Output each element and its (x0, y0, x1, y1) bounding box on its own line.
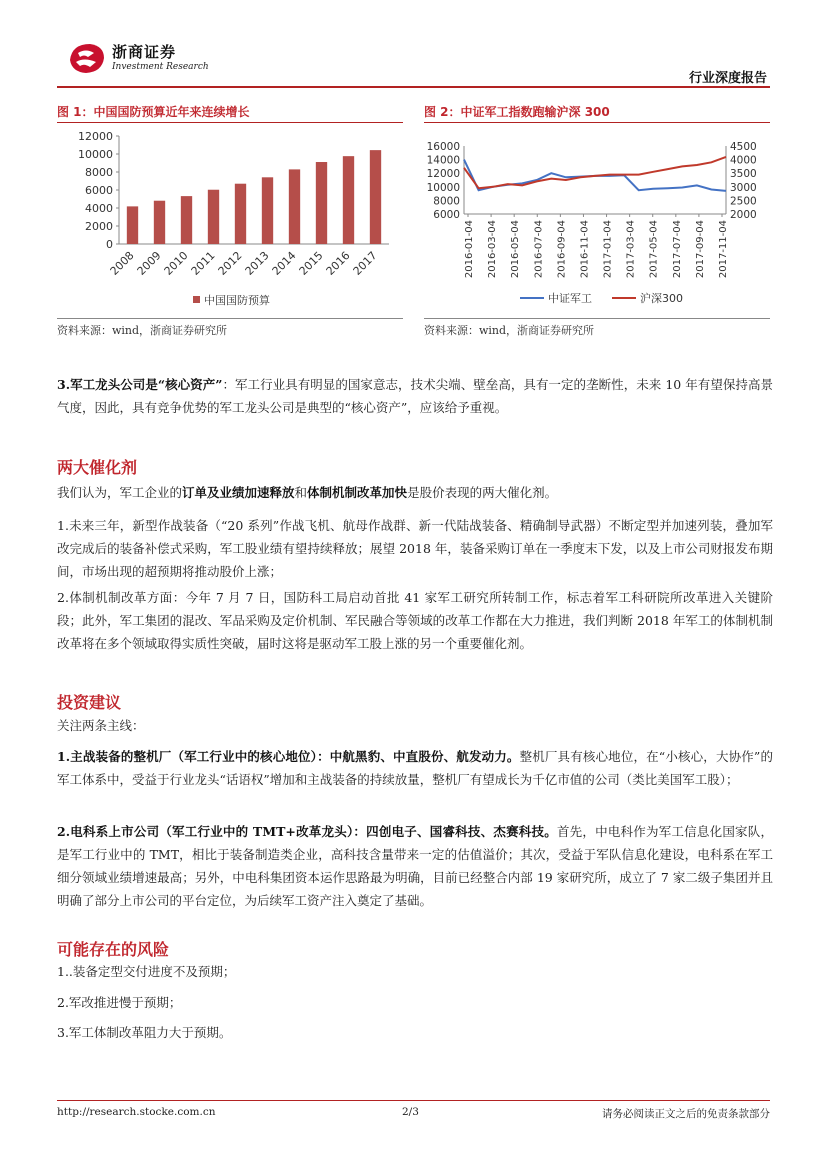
left-tick-label: 16000 (426, 141, 460, 153)
left-tick-label: 6000 (433, 209, 460, 221)
core-asset-text: ：军工行业具有明显的国家意志，技术尖端、壁垒高，具有一定的垄断性，未来 10 年有望保持高景气度，因此，具有竞争优势的军工龙头公司是典型的“核心资产”，应该给予重视。 (57, 377, 773, 415)
index-comparison-line-chart (424, 126, 770, 316)
risk-heading: 可能存在的风险 (57, 940, 170, 959)
right-tick-label: 3500 (730, 168, 757, 181)
catalyst-point-1: 1.未来三年，新型作战装备（“20 系列”作战飞机、航母作战群、新一代陆战装备、精确制导武器）不断定型并加速列装，叠加军改完成后的装备补偿式采购，军工股业绩有望持续释放；展望 2018 年，装备采购订单在一季度末下发，以及上市公司财报发布期间，市场出现的超预期将推动股价上涨； (57, 518, 773, 579)
x-tick-label: 2017 (350, 248, 380, 278)
figure-2-rule (424, 122, 770, 123)
right-tick-label: 3000 (730, 181, 757, 194)
right-tick-label: 2000 (730, 209, 757, 221)
legend-swatch (193, 296, 200, 303)
risk-item-1: 1..装备定型交付进度不及预期； (57, 964, 236, 979)
company-logo-icon (66, 40, 108, 76)
y-tick-label: 12000 (78, 130, 113, 143)
bar-2013 (262, 177, 273, 244)
x-tick-label: 2016-01-04 (464, 220, 475, 279)
catalyst-point-2: 2.体制机制改革方面：今年 7 月 7 日，国防科工局启动首批 41 家军工研究所转制工作，标志着军工科研院所改革进入关键阶段；此外，军工集团的混改、军品采购及定价机制、军民融合等领域的改革工作都在大力推进，我们判断 2018 年军工的体制机制改革将在多个领域取得实质性突破，届时这将是驱动军工股上涨的另一个重要催化剂。 (57, 590, 773, 651)
logo-name-en: Investment Research (112, 62, 209, 72)
x-tick-label: 2013 (242, 248, 272, 278)
x-tick-label: 2011 (188, 248, 218, 278)
footer-page-number: 2/3 (402, 1106, 419, 1118)
figure-1-title: 图 1：中国国防预算近年来连续增长 (57, 105, 250, 119)
x-tick-label: 2017-01-04 (602, 220, 614, 279)
x-tick-label: 2008 (107, 248, 137, 278)
bar-2011 (208, 190, 219, 244)
logo-name-cn: 浙商证券 (112, 43, 177, 61)
figure-2-title: 图 2：中证军工指数跑输沪深 300 (424, 105, 610, 119)
figure-2-source: 资料来源：wind，浙商证券研究所 (424, 324, 595, 337)
legend-label: 中国国防预算 (204, 294, 270, 307)
x-tick-label: 2016-09-04 (556, 220, 568, 279)
right-tick-label: 4500 (730, 141, 757, 153)
x-tick-label: 2016-03-04 (487, 220, 499, 279)
legend-label: 沪深300 (640, 292, 683, 305)
invest-point-2-lead: 2.电科系上市公司（军工行业中的 TMT+改革龙头）：四创电子、国睿科技、杰赛科技。 (57, 824, 557, 839)
report-type: 行业深度报告 (688, 71, 767, 86)
invest-point-1-text: 整机厂具有核心地位，在“小核心，大协作”的军工体系中，受益于行业龙头“话语权”增加和主战装备的持续放量，整机厂有望成长为千亿市值的公司（类比美国军工股）； (57, 749, 773, 787)
invest-point-2 (57, 820, 773, 912)
core-asset-lead: 3.军工龙头公司是“核心资产” (57, 377, 223, 392)
x-tick-label: 2016-11-04 (579, 220, 591, 279)
x-tick-label: 2012 (215, 248, 245, 278)
risk-item-3: 3.军工体制改革阻力大于预期。 (57, 1025, 232, 1040)
y-tick-label: 10000 (78, 148, 113, 161)
bar-2016 (343, 156, 354, 244)
right-tick-label: 4000 (730, 154, 757, 167)
catalyst-intro-b: 订单及业绩加速释放 (182, 485, 295, 500)
x-tick-label: 2014 (269, 248, 299, 278)
x-tick-label: 2017-03-04 (625, 219, 637, 279)
catalyst-intro-d: 体制机制改革加快 (307, 485, 408, 500)
defense-budget-bar-chart (57, 126, 403, 316)
risk-item-2: 2.军改推进慢于预期； (57, 995, 182, 1010)
x-tick-label: 2015 (296, 248, 326, 278)
header-divider (57, 86, 770, 88)
y-tick-label: 2000 (85, 220, 113, 233)
legend-label: 中证军工 (548, 292, 592, 305)
y-tick-label: 4000 (85, 202, 113, 215)
y-tick-label: 0 (106, 238, 113, 251)
bar-2017 (370, 150, 381, 244)
catalyst-heading: 两大催化剂 (57, 458, 138, 477)
bar-2015 (316, 162, 327, 244)
x-tick-label: 2017-09-04 (694, 220, 706, 279)
footer-divider (57, 1100, 770, 1101)
catalyst-intro-e: 是股价表现的两大催化剂。 (407, 485, 558, 500)
bar-2012 (235, 184, 246, 244)
catalyst-intro-c: 和 (294, 485, 308, 500)
right-tick-label: 2500 (730, 195, 757, 208)
catalyst-intro (57, 481, 773, 504)
figure-1-rule (57, 122, 403, 123)
core-asset-paragraph (57, 373, 773, 419)
invest-point-1 (57, 745, 773, 791)
x-tick-label: 2016-07-04 (533, 220, 545, 279)
x-tick-label: 2016 (323, 248, 353, 278)
x-tick-label: 2017-07-04 (671, 220, 683, 279)
figure-1-source-rule (57, 318, 403, 319)
x-tick-label: 2017-05-04 (648, 220, 660, 279)
invest-heading: 投资建议 (57, 693, 122, 712)
figure-1-source: 资料来源：wind，浙商证券研究所 (57, 324, 228, 337)
invest-intro: 关注两条主线： (57, 718, 145, 733)
y-tick-label: 6000 (85, 184, 113, 197)
left-tick-label: 14000 (426, 154, 460, 167)
y-tick-label: 8000 (85, 166, 113, 179)
invest-point-1-lead: 1.主战装备的整机厂（军工行业中的核心地位）：中航黑豹、中直股份、航发动力。 (57, 749, 520, 764)
invest-point-2-text: 首先，中电科作为军工信息化国家队，是军工行业中的 TMT，相比于装备制造类企业，高科技含量带来一定的估值溢价；其次，受益于军队信息化建设，电科系在军工细分领域业绩增速最高；另外，中电科集团资本运作思路最为明确，目前已经整合内部 19 家研究所，成立了 7 家二级子集团并且明确了部分上市公司的平台定位，为后续军工资产注入奠定了基础。 (57, 824, 773, 908)
x-tick-label: 2010 (161, 248, 191, 278)
bar-2008 (127, 206, 138, 244)
series-line-csi300 (464, 157, 726, 188)
figure-2-source-rule (424, 318, 770, 319)
x-tick-label: 2016-05-04 (510, 220, 522, 279)
x-tick-label: 2017-11-04 (718, 220, 729, 279)
footer-url[interactable]: http://research.stocke.com.cn (57, 1106, 216, 1118)
left-tick-label: 8000 (433, 195, 460, 208)
bar-2014 (289, 169, 300, 244)
bar-2009 (154, 201, 165, 244)
footer-disclaimer: 请务必阅读正文之后的免责条款部分 (602, 1108, 770, 1120)
bar-2010 (181, 196, 192, 244)
x-tick-label: 2009 (134, 248, 164, 278)
left-tick-label: 12000 (426, 168, 460, 181)
catalyst-intro-a: 我们认为，军工企业的 (57, 485, 183, 500)
left-tick-label: 10000 (426, 181, 460, 194)
